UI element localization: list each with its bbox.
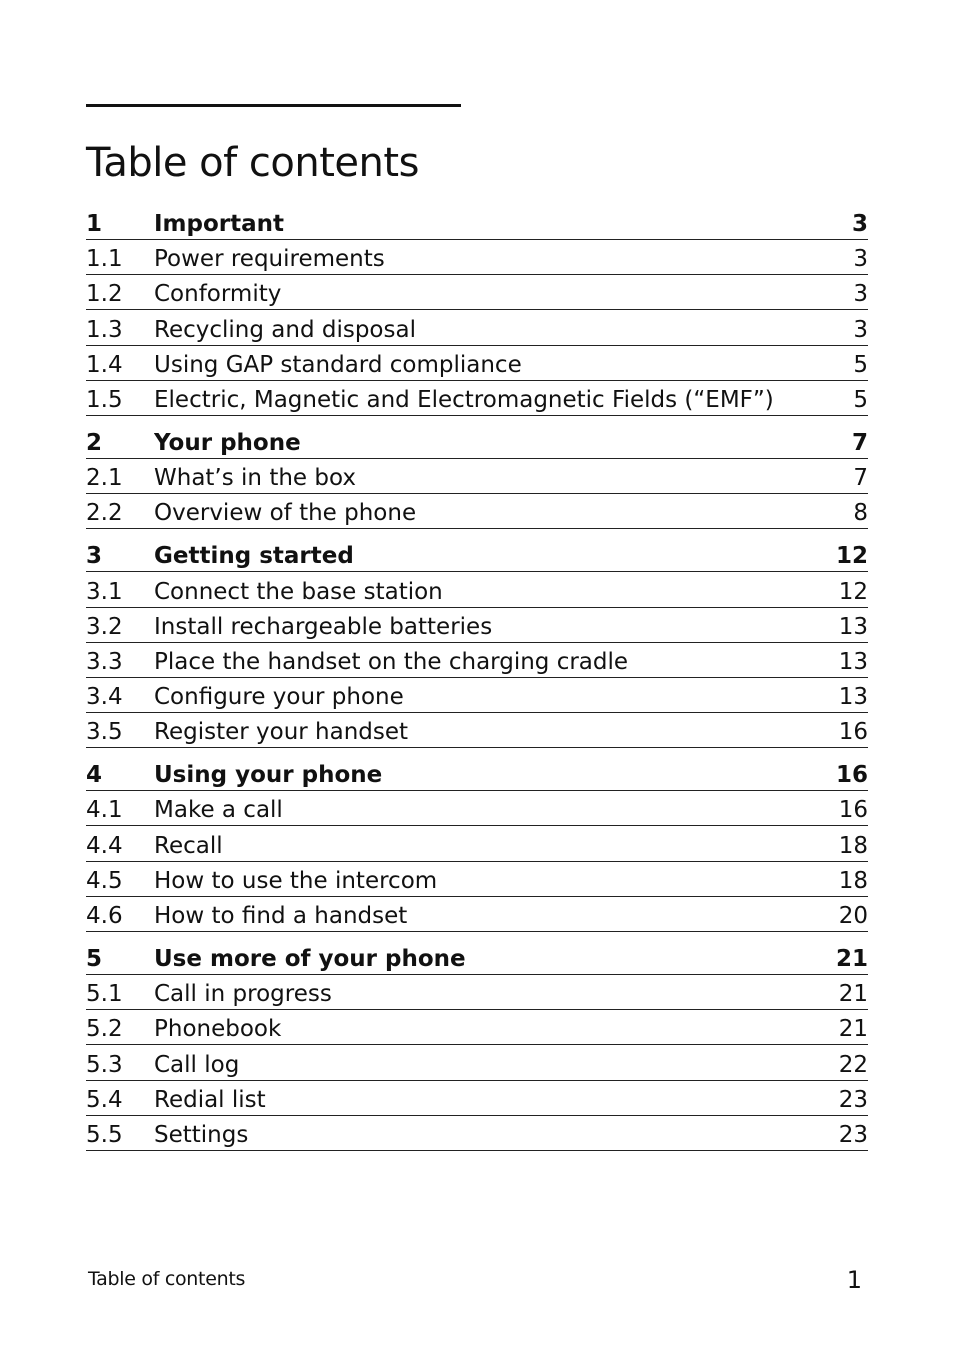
toc-entry-title: Important [154,211,285,237]
toc-entry-title: Conformity [154,281,282,308]
toc-entry-number: 3.5 [86,719,123,746]
toc-entry-number: 4.4 [86,832,123,859]
toc-entry-page: 21 [835,946,868,972]
toc-entry-page: 23 [838,1086,868,1113]
title-rule [86,104,461,107]
toc-entry-number: 1.1 [86,246,123,273]
toc-entry-number: 1.4 [86,351,123,378]
footer-page-number: 1 [846,1266,862,1294]
toc-entry-page: 3 [853,316,868,343]
toc-entry-page: 16 [838,719,868,746]
toc-chapter-group [86,205,868,416]
toc-entry-title: Configure your phone [154,684,404,711]
toc-chapter-group [86,940,868,1151]
toc-subsection-row[interactable] [86,826,868,861]
toc-entry-page: 3 [853,246,868,273]
toc-entry-number: 2 [86,429,103,456]
toc-entry-number: 5.2 [86,1016,123,1043]
toc-entry-page: 18 [838,867,868,894]
toc-chapter-row[interactable] [86,205,868,240]
toc-entry-title: Install rechargeable batteries [154,613,493,640]
toc-chapter-group [86,537,868,748]
toc-subsection-row[interactable] [86,791,868,826]
toc-entry-page: 3 [853,281,868,308]
toc-entry-title: Connect the base station [154,578,443,605]
toc-entry-number: 5.4 [86,1086,123,1113]
toc-entry-number: 1.2 [86,281,123,308]
toc-subsection-row[interactable] [86,608,868,643]
toc-entry-page: 16 [838,797,868,824]
toc-entry-number: 4.6 [86,903,123,929]
toc-subsection-row[interactable] [86,975,868,1010]
toc-entry-page: 12 [838,578,868,605]
toc-subsection-row[interactable] [86,713,868,748]
toc-subsection-row[interactable] [86,1010,868,1045]
toc-subsection-row[interactable] [86,572,868,607]
toc-entry-number: 1.5 [86,386,123,413]
toc-entry-title: Electric, Magnetic and Electromagnetic Fields (“EMF”) [154,386,774,413]
toc-entry-number: 1 [86,211,103,237]
toc-entry-page: 13 [838,613,868,640]
toc-entry-page: 8 [853,500,868,527]
toc-entry-title: Overview of the phone [154,500,417,527]
toc-entry-title: How to use the intercom [154,867,438,894]
toc-entry-number: 2.1 [86,465,123,492]
toc-entry-title: How to find a handset [154,903,408,929]
toc-entry-title: Recycling and disposal [154,316,416,343]
toc-chapter-row[interactable] [86,537,868,572]
toc-entry-page: 20 [838,903,868,929]
toc-entry-page: 5 [853,386,868,413]
toc-entry-title: Phonebook [154,1016,282,1043]
page-title: Table of contents [86,140,419,186]
toc-entry-page: 22 [838,1051,868,1078]
toc-subsection-row[interactable] [86,494,868,529]
toc-entry-title: Redial list [154,1086,266,1113]
toc-entry-title: Settings [154,1121,249,1148]
toc-entry-page: 13 [838,684,868,711]
toc-entry-number: 3 [86,543,103,570]
toc-entry-number: 3.2 [86,613,123,640]
toc-entry-title: Place the handset on the charging cradle [154,648,629,675]
toc-entry-number: 1.3 [86,316,123,343]
toc-entry-page: 21 [838,1016,868,1043]
toc-entry-number: 3.1 [86,578,123,605]
toc-entry-page: 12 [835,543,868,570]
toc-entry-page: 21 [838,981,868,1008]
toc-entry-page: 13 [838,648,868,675]
toc-entry-title: Using GAP standard compliance [154,351,522,378]
toc-entry-title: Register your handset [154,719,409,746]
toc-subsection-row[interactable] [86,275,868,310]
toc-entry-number: 5.5 [86,1121,123,1148]
toc-entry-number: 2.2 [86,500,123,527]
toc-subsection-row[interactable] [86,240,868,275]
toc-entry-title: Use more of your phone [154,946,466,972]
toc-entry-title: Your phone [154,429,301,456]
toc-subsection-row[interactable] [86,459,868,494]
toc-entry-number: 3.3 [86,648,123,675]
toc-entry-title: Call in progress [154,981,332,1008]
table-of-contents [86,205,868,1159]
toc-subsection-row[interactable] [86,897,868,932]
toc-subsection-row[interactable] [86,643,868,678]
toc-subsection-row[interactable] [86,1045,868,1080]
toc-subsection-row[interactable] [86,346,868,381]
toc-entry-page: 5 [853,351,868,378]
toc-entry-page: 23 [838,1121,868,1148]
footer-label: Table of contents [88,1268,246,1290]
toc-chapter-row[interactable] [86,424,868,459]
toc-chapter-group [86,756,868,932]
toc-entry-number: 5 [86,946,103,972]
toc-entry-page: 3 [851,211,868,237]
toc-entry-title: Call log [154,1051,240,1078]
toc-entry-number: 5.1 [86,981,123,1008]
toc-entry-number: 4.1 [86,797,123,824]
toc-chapter-group [86,424,868,529]
toc-subsection-row[interactable] [86,678,868,713]
toc-subsection-row[interactable] [86,862,868,897]
toc-entry-title: Getting started [154,543,354,570]
toc-entry-page: 16 [835,762,868,789]
toc-entry-title: Power requirements [154,246,385,273]
toc-entry-title: What’s in the box [154,465,356,492]
toc-subsection-row[interactable] [86,1116,868,1151]
toc-entry-title: Recall [154,832,223,859]
toc-entry-number: 5.3 [86,1051,123,1078]
toc-entry-title: Using your phone [154,762,383,789]
toc-entry-number: 4 [86,762,103,789]
toc-chapter-row[interactable] [86,756,868,791]
toc-entry-page: 18 [838,832,868,859]
toc-entry-number: 3.4 [86,684,123,711]
toc-subsection-row[interactable] [86,1081,868,1116]
toc-entry-page: 7 [851,429,868,456]
toc-chapter-row[interactable] [86,940,868,975]
toc-entry-page: 7 [853,465,868,492]
toc-subsection-row[interactable] [86,310,868,345]
toc-entry-number: 4.5 [86,867,123,894]
toc-entry-title: Make a call [154,797,283,824]
toc-subsection-row[interactable] [86,381,868,416]
